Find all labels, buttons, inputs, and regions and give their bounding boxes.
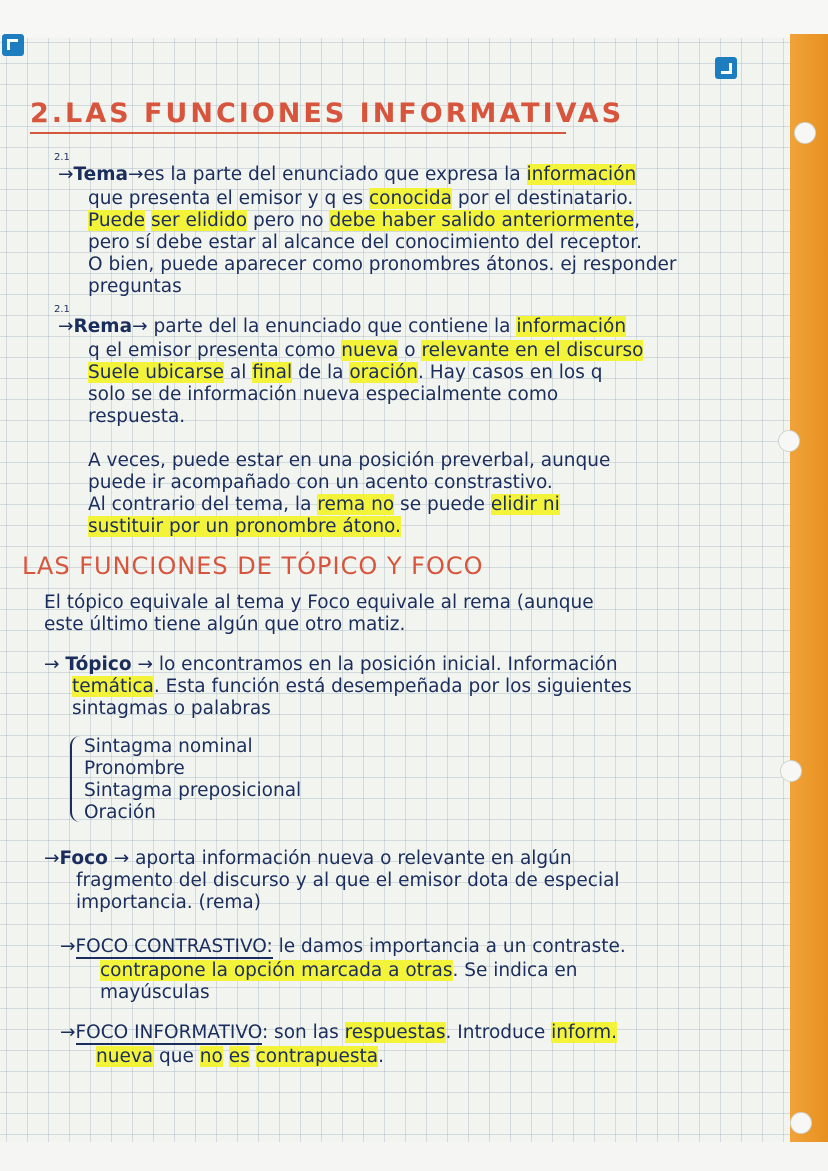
tema-line-1: →Tema→es la parte del enunciado que expresa la información [58, 164, 637, 185]
foco-line-1: →Foco → aporta información nueva o relevante en algún [44, 848, 572, 869]
rema-line-3: Suele ubicarse al final de la oración. Hay casos en los q [88, 362, 603, 383]
topico-list-item-3: Sintagma preposicional [84, 780, 302, 801]
tema-number: 2.1 [54, 152, 70, 163]
corner-bracket-icon [715, 57, 737, 79]
rema-line-5: respuesta. [88, 406, 186, 427]
tema-line-6: preguntas [88, 276, 182, 297]
orange-divider-tab [790, 34, 828, 1142]
intro-line-2: este último tiene algún que otro matiz. [44, 614, 406, 635]
rema-line-4: solo se de información nueva especialmente como [88, 384, 559, 405]
bottom-margin [0, 1142, 828, 1171]
binder-hole-icon [778, 430, 800, 452]
topico-line-3: sintagmas o palabras [72, 698, 271, 719]
rema-line-2: q el emisor presenta como nueva o relevante en el discurso [88, 340, 644, 361]
topico-label: Tópico [65, 654, 132, 675]
rema-p2-line-2: puede ir acompañado con un acento constrastivo. [88, 472, 553, 493]
foco-label: Foco [59, 848, 108, 869]
informativo-label: FOCO INFORMATIVO [75, 1022, 262, 1043]
topico-list-item-1: Sintagma nominal [84, 736, 253, 757]
rema-line-1: →Rema→ parte del la enunciado que contiene la información [58, 316, 627, 337]
tema-label: Tema [73, 164, 128, 185]
contrastivo-line-3: mayúsculas [100, 982, 210, 1003]
topico-list-item-4: Oración [84, 802, 156, 823]
tema-line-2: que presenta el emisor y q es conocida por el destinatario. [88, 188, 634, 209]
foco-line-2: fragmento del discurso y al que el emisor dota de especial [76, 870, 620, 891]
rema-p2-line-1: A veces, puede estar en una posición preverbal, aunque [88, 450, 611, 471]
binder-hole-icon [790, 1112, 812, 1134]
list-brace [70, 736, 84, 822]
rema-label: Rema [73, 316, 133, 337]
informativo-line-2: nueva que no es contrapuesta. [96, 1046, 384, 1067]
topico-line-1: → Tópico → lo encontramos en la posición inicial. Información [44, 654, 618, 675]
title-underline [30, 132, 566, 134]
rema-p2-line-3: Al contrario del tema, la rema no se puede elidir ni [88, 494, 560, 515]
corner-bracket-icon [2, 34, 24, 56]
section-title-topico-foco: LAS FUNCIONES DE TÓPICO Y FOCO [22, 552, 484, 580]
rema-p2-line-4: sustituir por un pronombre átono. [88, 516, 401, 537]
top-margin [0, 0, 828, 40]
contrastivo-label: FOCO CONTRASTIVO: [75, 936, 273, 957]
page-title: 2.LAS FUNCIONES INFORMATIVAS [30, 98, 625, 129]
binder-hole-icon [780, 760, 802, 782]
informativo-line-1: →FOCO INFORMATIVO: son las respuestas. Introduce inform. [60, 1022, 618, 1043]
topico-line-2: temática. Esta función está desempeñada por los siguientes [72, 676, 632, 697]
foco-line-3: importancia. (rema) [76, 892, 261, 913]
binder-hole-icon [794, 122, 816, 144]
tema-line-3: Puede ser elidido pero no debe haber salido anteriormente, [88, 210, 641, 231]
rema-number: 2.1 [54, 304, 70, 315]
contrastivo-line-2: contrapone la opción marcada a otras. Se indica en [100, 960, 578, 981]
topico-list-item-2: Pronombre [84, 758, 185, 779]
contrastivo-line-1: →FOCO CONTRASTIVO: le damos importancia a un contraste. [60, 936, 626, 957]
tema-line-5: O bien, puede aparecer como pronombres átonos. ej responder [88, 254, 677, 275]
tema-line-4: pero sí debe estar al alcance del conocimiento del receptor. [88, 232, 643, 253]
intro-line-1: El tópico equivale al tema y Foco equivale al rema (aunque [44, 592, 594, 613]
